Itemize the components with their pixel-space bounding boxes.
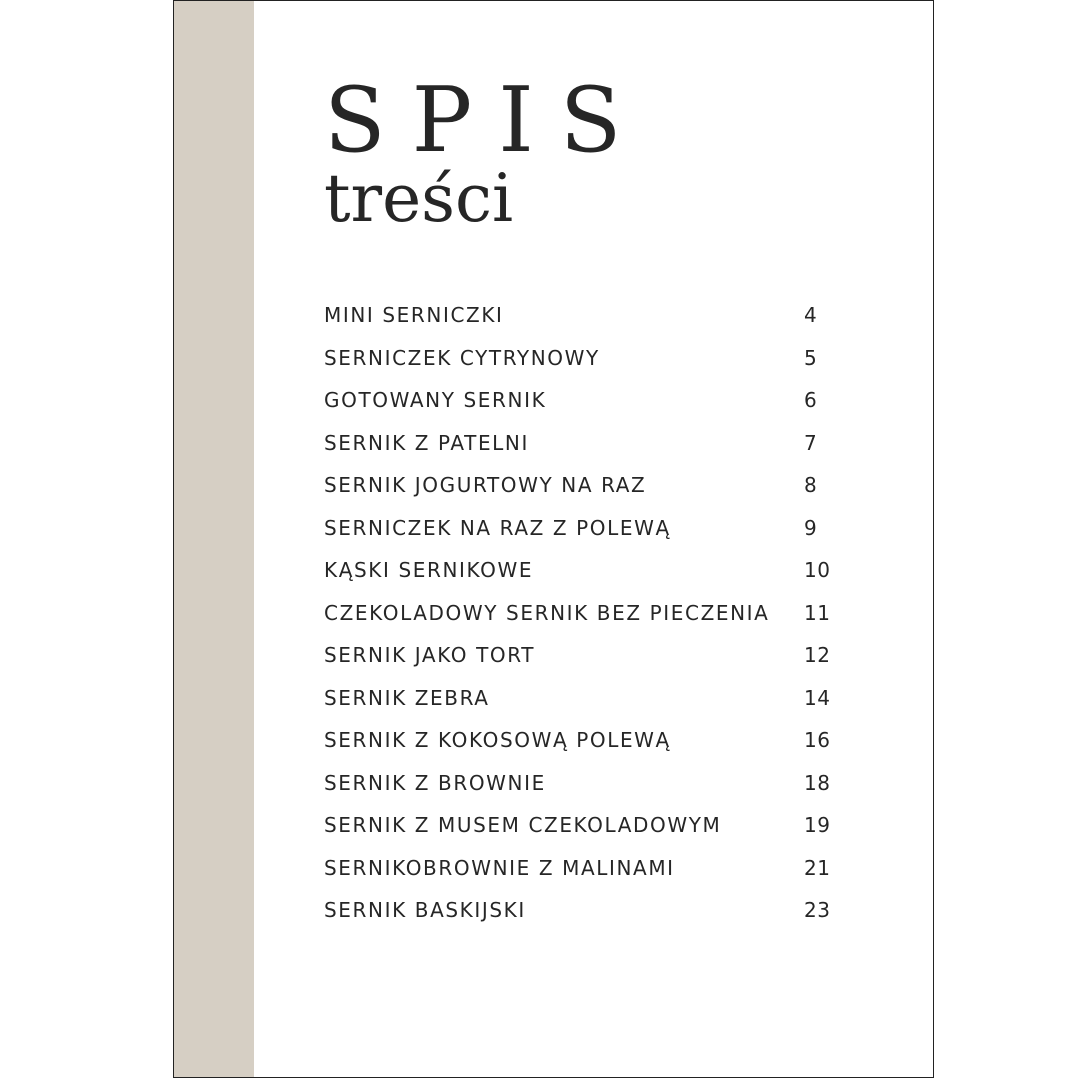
toc-entry-title: SERNICZEK CYTRYNOWY (324, 345, 600, 370)
decorative-side-band (174, 1, 254, 1077)
toc-entry-page: 21 (804, 855, 831, 880)
toc-entry-page: 23 (804, 898, 831, 923)
toc-entry-page: 10 (804, 558, 831, 583)
toc-entry-page: 6 (804, 388, 818, 413)
toc-entry-page: 4 (804, 303, 818, 328)
toc-entry-title: SERNICZEK NA RAZ Z POLEWĄ (324, 515, 671, 540)
toc-entry-title: SERNIK JAKO TORT (324, 643, 536, 668)
toc-entry-title: SERNIKOBROWNIE Z MALINAMI (324, 855, 675, 880)
toc-entry[interactable] (324, 379, 844, 422)
toc-entry-title: MINI SERNICZKI (324, 303, 504, 328)
toc-entry-title: GOTOWANY SERNIK (324, 388, 547, 413)
toc-entry-title: SERNIK Z KOKOSOWĄ POLEWĄ (324, 728, 671, 753)
toc-entry[interactable] (324, 889, 844, 932)
toc-entry-title: SERNIK ZEBRA (324, 685, 490, 710)
toc-entry[interactable] (324, 294, 844, 337)
toc-entry-page: 16 (804, 728, 831, 753)
toc-entry[interactable] (324, 634, 844, 677)
toc-entry-page: 12 (804, 643, 831, 668)
toc-entry-page: 5 (804, 345, 818, 370)
toc-entry-title: SERNIK Z BROWNIE (324, 770, 546, 795)
toc-entry-title: SERNIK BASKIJSKI (324, 898, 526, 923)
page-title: SPIS (324, 68, 648, 173)
toc-entry-page: 11 (804, 600, 831, 625)
toc-entry-title: SERNIK Z MUSEM CZEKOLADOWYM (324, 813, 722, 838)
toc-entry-title: KĄSKI SERNIKOWE (324, 558, 534, 583)
toc-entry[interactable] (324, 762, 844, 805)
toc-entry-page: 8 (804, 473, 818, 498)
toc-entry-page: 9 (804, 515, 818, 540)
page-subtitle: treści (324, 160, 514, 237)
toc-entry[interactable] (324, 847, 844, 890)
toc-entry[interactable] (324, 719, 844, 762)
toc-entry[interactable] (324, 507, 844, 550)
toc-entry[interactable] (324, 464, 844, 507)
table-of-contents (324, 294, 844, 932)
toc-entry[interactable] (324, 422, 844, 465)
toc-entry-page: 7 (804, 430, 818, 455)
toc-entry-page: 18 (804, 770, 831, 795)
toc-entry[interactable] (324, 549, 844, 592)
toc-entry[interactable] (324, 804, 844, 847)
toc-entry[interactable] (324, 592, 844, 635)
toc-entry-title: SERNIK Z PATELNI (324, 430, 529, 455)
toc-entry[interactable] (324, 677, 844, 720)
toc-entry-page: 19 (804, 813, 831, 838)
toc-entry[interactable] (324, 337, 844, 380)
toc-entry-page: 14 (804, 685, 831, 710)
toc-entry-title: SERNIK JOGURTOWY NA RAZ (324, 473, 647, 498)
toc-entry-title: CZEKOLADOWY SERNIK BEZ PIECZENIA (324, 600, 770, 625)
document-page (173, 0, 934, 1078)
